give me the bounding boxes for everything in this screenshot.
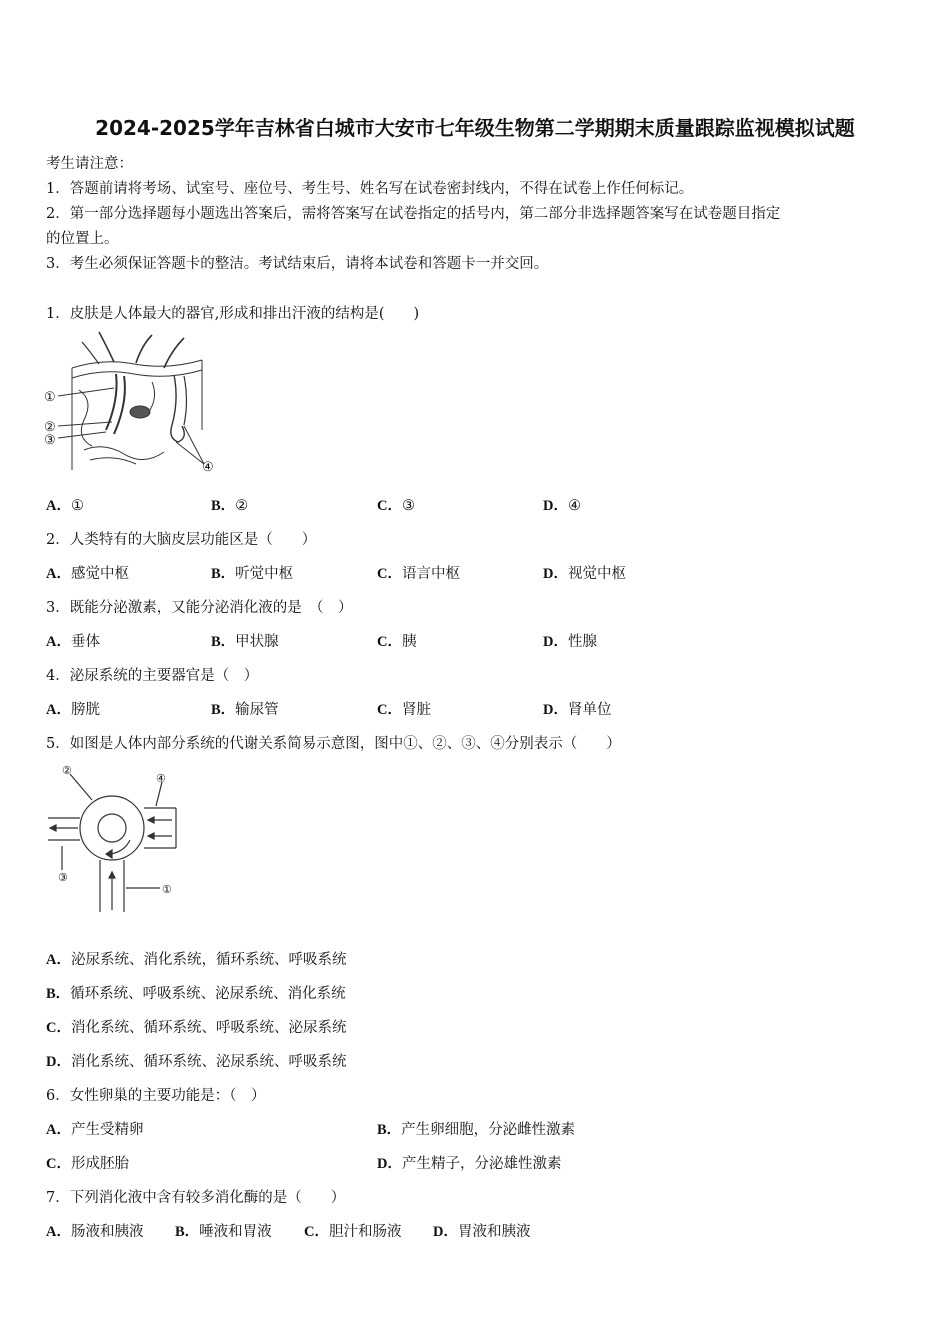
metabolism-label-3: ③ bbox=[58, 871, 68, 884]
q2-option-d[interactable]: D．视觉中枢 bbox=[543, 566, 626, 582]
skin-structure-figure bbox=[44, 330, 219, 478]
question-6-stem: 6．女性卵巢的主要功能是：（ ） bbox=[46, 1088, 266, 1104]
skin-label-3: ③ bbox=[44, 433, 56, 448]
question-1-stem: 1．皮肤是人体最大的器官,形成和排出汗液的结构是( ) bbox=[46, 306, 420, 322]
q4-option-c[interactable]: C．肾脏 bbox=[377, 702, 431, 718]
question-2-stem: 2．人类特有的大脑皮层功能区是（ ） bbox=[46, 532, 317, 548]
q3-option-c[interactable]: C．胰 bbox=[377, 634, 417, 650]
q1-option-b[interactable]: B．② bbox=[211, 498, 249, 514]
question-4-stem: 4．泌尿系统的主要器官是（ ） bbox=[46, 668, 259, 684]
q3-option-d[interactable]: D．性腺 bbox=[543, 634, 597, 650]
q3-option-b[interactable]: B．甲状腺 bbox=[211, 634, 279, 650]
skin-label-1: ① bbox=[44, 390, 56, 405]
q4-option-b[interactable]: B．输尿管 bbox=[211, 702, 279, 718]
q6-option-a[interactable]: A．产生受精卵 bbox=[46, 1122, 144, 1138]
page-title: 2024-2025学年吉林省白城市大安市七年级生物第二学期期末质量跟踪监视模拟试题 bbox=[95, 116, 855, 140]
metabolism-label-2: ② bbox=[62, 764, 72, 777]
skin-label-2: ② bbox=[44, 420, 56, 435]
q4-option-d[interactable]: D．肾单位 bbox=[543, 702, 612, 718]
q5-option-d[interactable]: D．消化系统、循环系统、泌尿系统、呼吸系统 bbox=[46, 1054, 347, 1070]
notice-heading: 考生请注意： bbox=[46, 156, 133, 172]
notice-item-3: 3．考生必须保证答题卡的整洁。考试结束后，请将本试卷和答题卡一并交回。 bbox=[46, 256, 549, 272]
question-5-stem: 5．如图是人体内部分系统的代谢关系简易示意图，图中①、②、③、④分别表示（ ） bbox=[46, 736, 621, 752]
q7-option-b[interactable]: B．唾液和胃液 bbox=[175, 1224, 272, 1240]
metabolism-label-4: ④ bbox=[156, 772, 166, 785]
q1-option-d[interactable]: D．④ bbox=[543, 498, 581, 514]
q7-option-c[interactable]: C．胆汁和肠液 bbox=[304, 1224, 402, 1240]
q6-option-c[interactable]: C．形成胚胎 bbox=[46, 1156, 129, 1172]
q7-option-d[interactable]: D．胃液和胰液 bbox=[433, 1224, 531, 1240]
q4-option-a[interactable]: A．膀胱 bbox=[46, 702, 100, 718]
notice-item-2-cont: 的位置上。 bbox=[46, 231, 119, 247]
metabolism-diagram bbox=[44, 760, 184, 918]
skin-label-4: ④ bbox=[202, 460, 214, 475]
metabolism-label-1: ① bbox=[162, 883, 172, 896]
q1-option-a[interactable]: A．① bbox=[46, 498, 84, 514]
q6-option-b[interactable]: B．产生卵细胞，分泌雌性激素 bbox=[377, 1122, 576, 1138]
q7-option-a[interactable]: A．肠液和胰液 bbox=[46, 1224, 144, 1240]
q5-option-a[interactable]: A．泌尿系统、消化系统，循环系统、呼吸系统 bbox=[46, 952, 347, 968]
q2-option-a[interactable]: A．感觉中枢 bbox=[46, 566, 129, 582]
question-3-stem: 3．既能分泌激素，又能分泌消化液的是 （ ） bbox=[46, 600, 353, 616]
q5-option-c[interactable]: C．消化系统、循环系统、呼吸系统、泌尿系统 bbox=[46, 1020, 347, 1036]
q2-option-b[interactable]: B．听觉中枢 bbox=[211, 566, 294, 582]
notice-item-1: 1．答题前请将考场、试室号、座位号、考生号、姓名写在试卷密封线内，不得在试卷上作任何标记。 bbox=[46, 181, 694, 197]
q2-option-c[interactable]: C．语言中枢 bbox=[377, 566, 460, 582]
q5-option-b[interactable]: B．循环系统、呼吸系统、泌尿系统、消化系统 bbox=[46, 986, 346, 1002]
notice-item-2: 2．第一部分选择题每小题选出答案后，需将答案写在试卷指定的括号内，第二部分非选择题答案写在试卷题目指定 bbox=[46, 206, 781, 222]
q6-option-d[interactable]: D．产生精子，分泌雄性激素 bbox=[377, 1156, 562, 1172]
q3-option-a[interactable]: A．垂体 bbox=[46, 634, 100, 650]
q1-option-c[interactable]: C．③ bbox=[377, 498, 415, 514]
question-7-stem: 7．下列消化液中含有较多消化酶的是（ ） bbox=[46, 1190, 346, 1206]
